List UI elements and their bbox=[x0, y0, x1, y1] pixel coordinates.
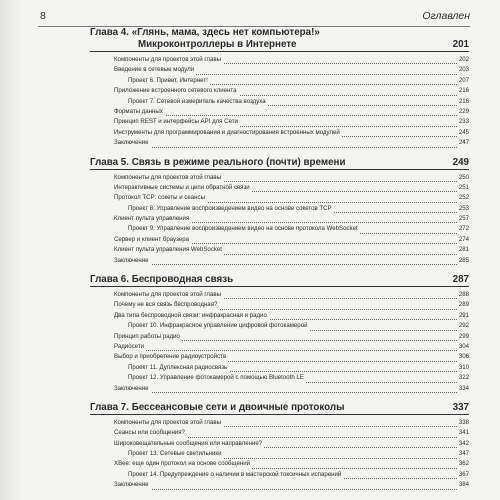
chapter-title-line: Глава 4. «Глянь, мама, здесь нет компьютера!» bbox=[90, 27, 320, 38]
toc-entry-title: Компоненты для проектов этой главы bbox=[114, 55, 221, 63]
toc-entry-title: Два типа беспроводной связи: инфракрасная и радио bbox=[114, 311, 267, 319]
chapter-page: 201 bbox=[452, 39, 469, 50]
toc-entry-page: 292 bbox=[458, 322, 469, 330]
toc-entry-page: 341 bbox=[458, 429, 469, 437]
chapter-heading[interactable] bbox=[90, 274, 469, 287]
toc-entry[interactable] bbox=[114, 331, 469, 341]
toc-entry[interactable] bbox=[114, 192, 469, 202]
toc-entry-page: 250 bbox=[458, 173, 469, 181]
toc-entry-title: Проект 9. Управление воспроизведением видео на основе протокола WebSocket bbox=[128, 225, 358, 233]
toc-entry-page: 216 bbox=[458, 87, 469, 95]
toc-entry-title: Радиосети bbox=[114, 342, 145, 350]
toc-entry-page: 257 bbox=[458, 215, 469, 223]
toc-project-entry[interactable] bbox=[128, 372, 469, 382]
toc-entry-page: 202 bbox=[458, 55, 469, 63]
chapter-section bbox=[90, 274, 469, 393]
toc-entry-title: Проект 7. Сетевой измеритель качества воздуха bbox=[128, 97, 266, 105]
page-gutter-shadow bbox=[0, 0, 22, 500]
toc-entry-page: 247 bbox=[458, 139, 469, 147]
toc-entry-title: Клиент пульта управления bbox=[114, 215, 190, 223]
toc-entry-title: Интерактивные системы и цепи обратной связи bbox=[114, 183, 250, 191]
toc-entry-page: 304 bbox=[458, 342, 469, 350]
toc-entry-title: Протокол TCP: сокеты и сеансы bbox=[114, 194, 205, 202]
toc-entry-page: 229 bbox=[458, 107, 469, 115]
table-of-contents bbox=[90, 27, 469, 499]
toc-entry[interactable] bbox=[114, 341, 469, 351]
toc-entry-page: 322 bbox=[458, 374, 469, 382]
toc-entry[interactable] bbox=[114, 351, 469, 361]
chapter-heading[interactable] bbox=[90, 39, 469, 52]
toc-entry-title: Форматы данных bbox=[114, 107, 163, 115]
toc-entry[interactable] bbox=[114, 234, 469, 244]
page-number: 8 bbox=[40, 10, 46, 22]
toc-entry[interactable] bbox=[114, 427, 469, 437]
toc-entry-page: 367 bbox=[458, 470, 469, 478]
toc-entry-page: 216 bbox=[458, 97, 469, 105]
toc-entry[interactable] bbox=[114, 137, 469, 147]
toc-entry[interactable] bbox=[114, 438, 469, 448]
toc-entry[interactable] bbox=[114, 459, 469, 469]
toc-project-entry[interactable] bbox=[128, 320, 469, 330]
toc-entry-title: Сеансы или сообщения? bbox=[114, 429, 185, 437]
toc-entry-title: XBee: еще один протокол на основе сообщений bbox=[114, 460, 251, 468]
chapter-heading[interactable] bbox=[90, 402, 469, 415]
toc-entry-page: 310 bbox=[458, 363, 469, 371]
toc-entry-title: Принцип работы радио bbox=[114, 332, 180, 340]
toc-entry-page: 233 bbox=[458, 118, 469, 126]
toc-entry-title: Проект 13. Сетевые светильники bbox=[128, 450, 222, 458]
toc-entry-title: Проект 8. Управление воспроизведением видео на основе сокетов TCP bbox=[128, 204, 332, 212]
toc-entry-page: 342 bbox=[458, 439, 469, 447]
chapter-title: Микроконтроллеры в Интернете bbox=[138, 39, 297, 50]
toc-project-entry[interactable] bbox=[128, 362, 469, 372]
toc-entry-page: 288 bbox=[458, 291, 469, 299]
toc-entry-page: 291 bbox=[458, 311, 469, 319]
toc-project-entry[interactable] bbox=[128, 469, 469, 479]
chapter-section bbox=[90, 402, 469, 490]
chapter-title: Глава 6. Беспроводная связь bbox=[90, 274, 234, 286]
toc-entry-page: 203 bbox=[458, 66, 469, 74]
toc-entry-title: Заключение bbox=[114, 481, 149, 489]
toc-entry-title: Проект 11. Дуплексная радиосвязь bbox=[128, 363, 228, 371]
toc-entry[interactable] bbox=[114, 172, 469, 182]
toc-entry-title: Проект 12. Управление фотокамерой с помощью Bluetooth LE bbox=[128, 374, 304, 382]
toc-entry[interactable] bbox=[114, 383, 469, 393]
chapter-section bbox=[90, 157, 469, 266]
toc-project-entry[interactable] bbox=[128, 223, 469, 233]
toc-entry-title: Компоненты для проектов этой главы bbox=[114, 418, 221, 426]
toc-entry-title: Сервер и клиент браузера bbox=[114, 235, 189, 243]
toc-entry-page: 272 bbox=[458, 225, 469, 233]
toc-entry-title: Почему не вся связь беспроводная? bbox=[114, 301, 218, 309]
toc-entry-page: 251 bbox=[458, 183, 469, 191]
toc-entry-title: Приложение встроенного сетевого клиента bbox=[114, 87, 237, 95]
toc-entry-title: Широковещательные сообщения или направление? bbox=[114, 439, 263, 447]
toc-entry-page: 299 bbox=[458, 332, 469, 340]
toc-entry[interactable] bbox=[114, 127, 469, 137]
toc-entry[interactable] bbox=[114, 182, 469, 192]
toc-entry-title: Заключение bbox=[114, 139, 149, 147]
toc-entry-page: 253 bbox=[458, 204, 469, 212]
toc-project-entry[interactable] bbox=[128, 96, 469, 106]
chapter-title: Глава 5. Связь в режиме реального (почти) времени bbox=[90, 156, 346, 168]
toc-project-entry[interactable] bbox=[128, 448, 469, 458]
toc-entry-title: Заключение bbox=[114, 256, 149, 264]
chapter-page: 337 bbox=[452, 401, 469, 413]
toc-entry[interactable] bbox=[114, 289, 469, 299]
toc-entry-title: Проект 14. Предупреждение о наличии в мастерской токсичных испарений bbox=[128, 470, 342, 478]
toc-entry-page: 252 bbox=[458, 194, 469, 202]
toc-entry-page: 285 bbox=[458, 256, 469, 264]
toc-entry-title: Компоненты для проектов этой главы bbox=[114, 173, 221, 181]
toc-entry[interactable] bbox=[114, 85, 469, 95]
chapter-section bbox=[90, 27, 469, 148]
toc-project-entry[interactable] bbox=[128, 75, 469, 85]
toc-entry-title: Заключение bbox=[114, 384, 149, 392]
toc-entry-title: Клиент пульта управления WebSocket bbox=[114, 246, 222, 254]
toc-entry[interactable] bbox=[114, 116, 469, 126]
toc-entry-page: 306 bbox=[458, 353, 469, 361]
toc-entry-title: Выбор и приобретение радиоустройств bbox=[114, 353, 227, 361]
toc-entry[interactable] bbox=[114, 54, 469, 64]
toc-entry-title: Принцип REST и интерфейсы API для Сети bbox=[114, 118, 238, 126]
toc-entry-page: 362 bbox=[458, 460, 469, 468]
toc-entry-page: 274 bbox=[458, 235, 469, 243]
toc-entry[interactable] bbox=[114, 299, 469, 309]
toc-entry-page: 281 bbox=[458, 246, 469, 254]
toc-entry-page: 245 bbox=[458, 128, 469, 136]
toc-entry-page: 347 bbox=[458, 450, 469, 458]
chapter-heading[interactable] bbox=[90, 157, 469, 170]
toc-entry-title: Проект 10. Инфракрасное управление цифровой фотокамерой bbox=[128, 322, 308, 330]
toc-entry[interactable] bbox=[114, 479, 469, 489]
toc-entry[interactable] bbox=[114, 244, 469, 254]
toc-entry-page: 334 bbox=[458, 384, 469, 392]
toc-entry-title: Введение в сетевые модули bbox=[114, 66, 195, 74]
running-title: Оглавлен bbox=[422, 10, 470, 22]
toc-entry[interactable] bbox=[114, 255, 469, 265]
toc-entry-title: Инструменты для программирования и диагностирования встроенных модулей bbox=[114, 128, 340, 136]
toc-entry-page: 338 bbox=[458, 418, 469, 426]
toc-entry-title: Компоненты для проектов этой главы bbox=[114, 291, 221, 299]
toc-entry[interactable] bbox=[114, 213, 469, 223]
toc-entry-page: 207 bbox=[458, 76, 469, 84]
toc-entry[interactable] bbox=[114, 106, 469, 116]
toc-entry[interactable] bbox=[114, 64, 469, 74]
toc-entry-page: 289 bbox=[458, 301, 469, 309]
toc-entry[interactable] bbox=[114, 310, 469, 320]
chapter-page: 249 bbox=[452, 156, 469, 168]
toc-project-entry[interactable] bbox=[128, 203, 469, 213]
chapter-page: 287 bbox=[452, 274, 469, 286]
page-header bbox=[38, 10, 470, 27]
toc-entry[interactable] bbox=[114, 417, 469, 427]
toc-entry-page: 384 bbox=[458, 481, 469, 489]
toc-entry-title: Проект 6. Привет, Интернет! bbox=[128, 76, 208, 84]
chapter-title: Глава 7. Бессеансовые сети и двоичные протоколы bbox=[90, 401, 345, 413]
